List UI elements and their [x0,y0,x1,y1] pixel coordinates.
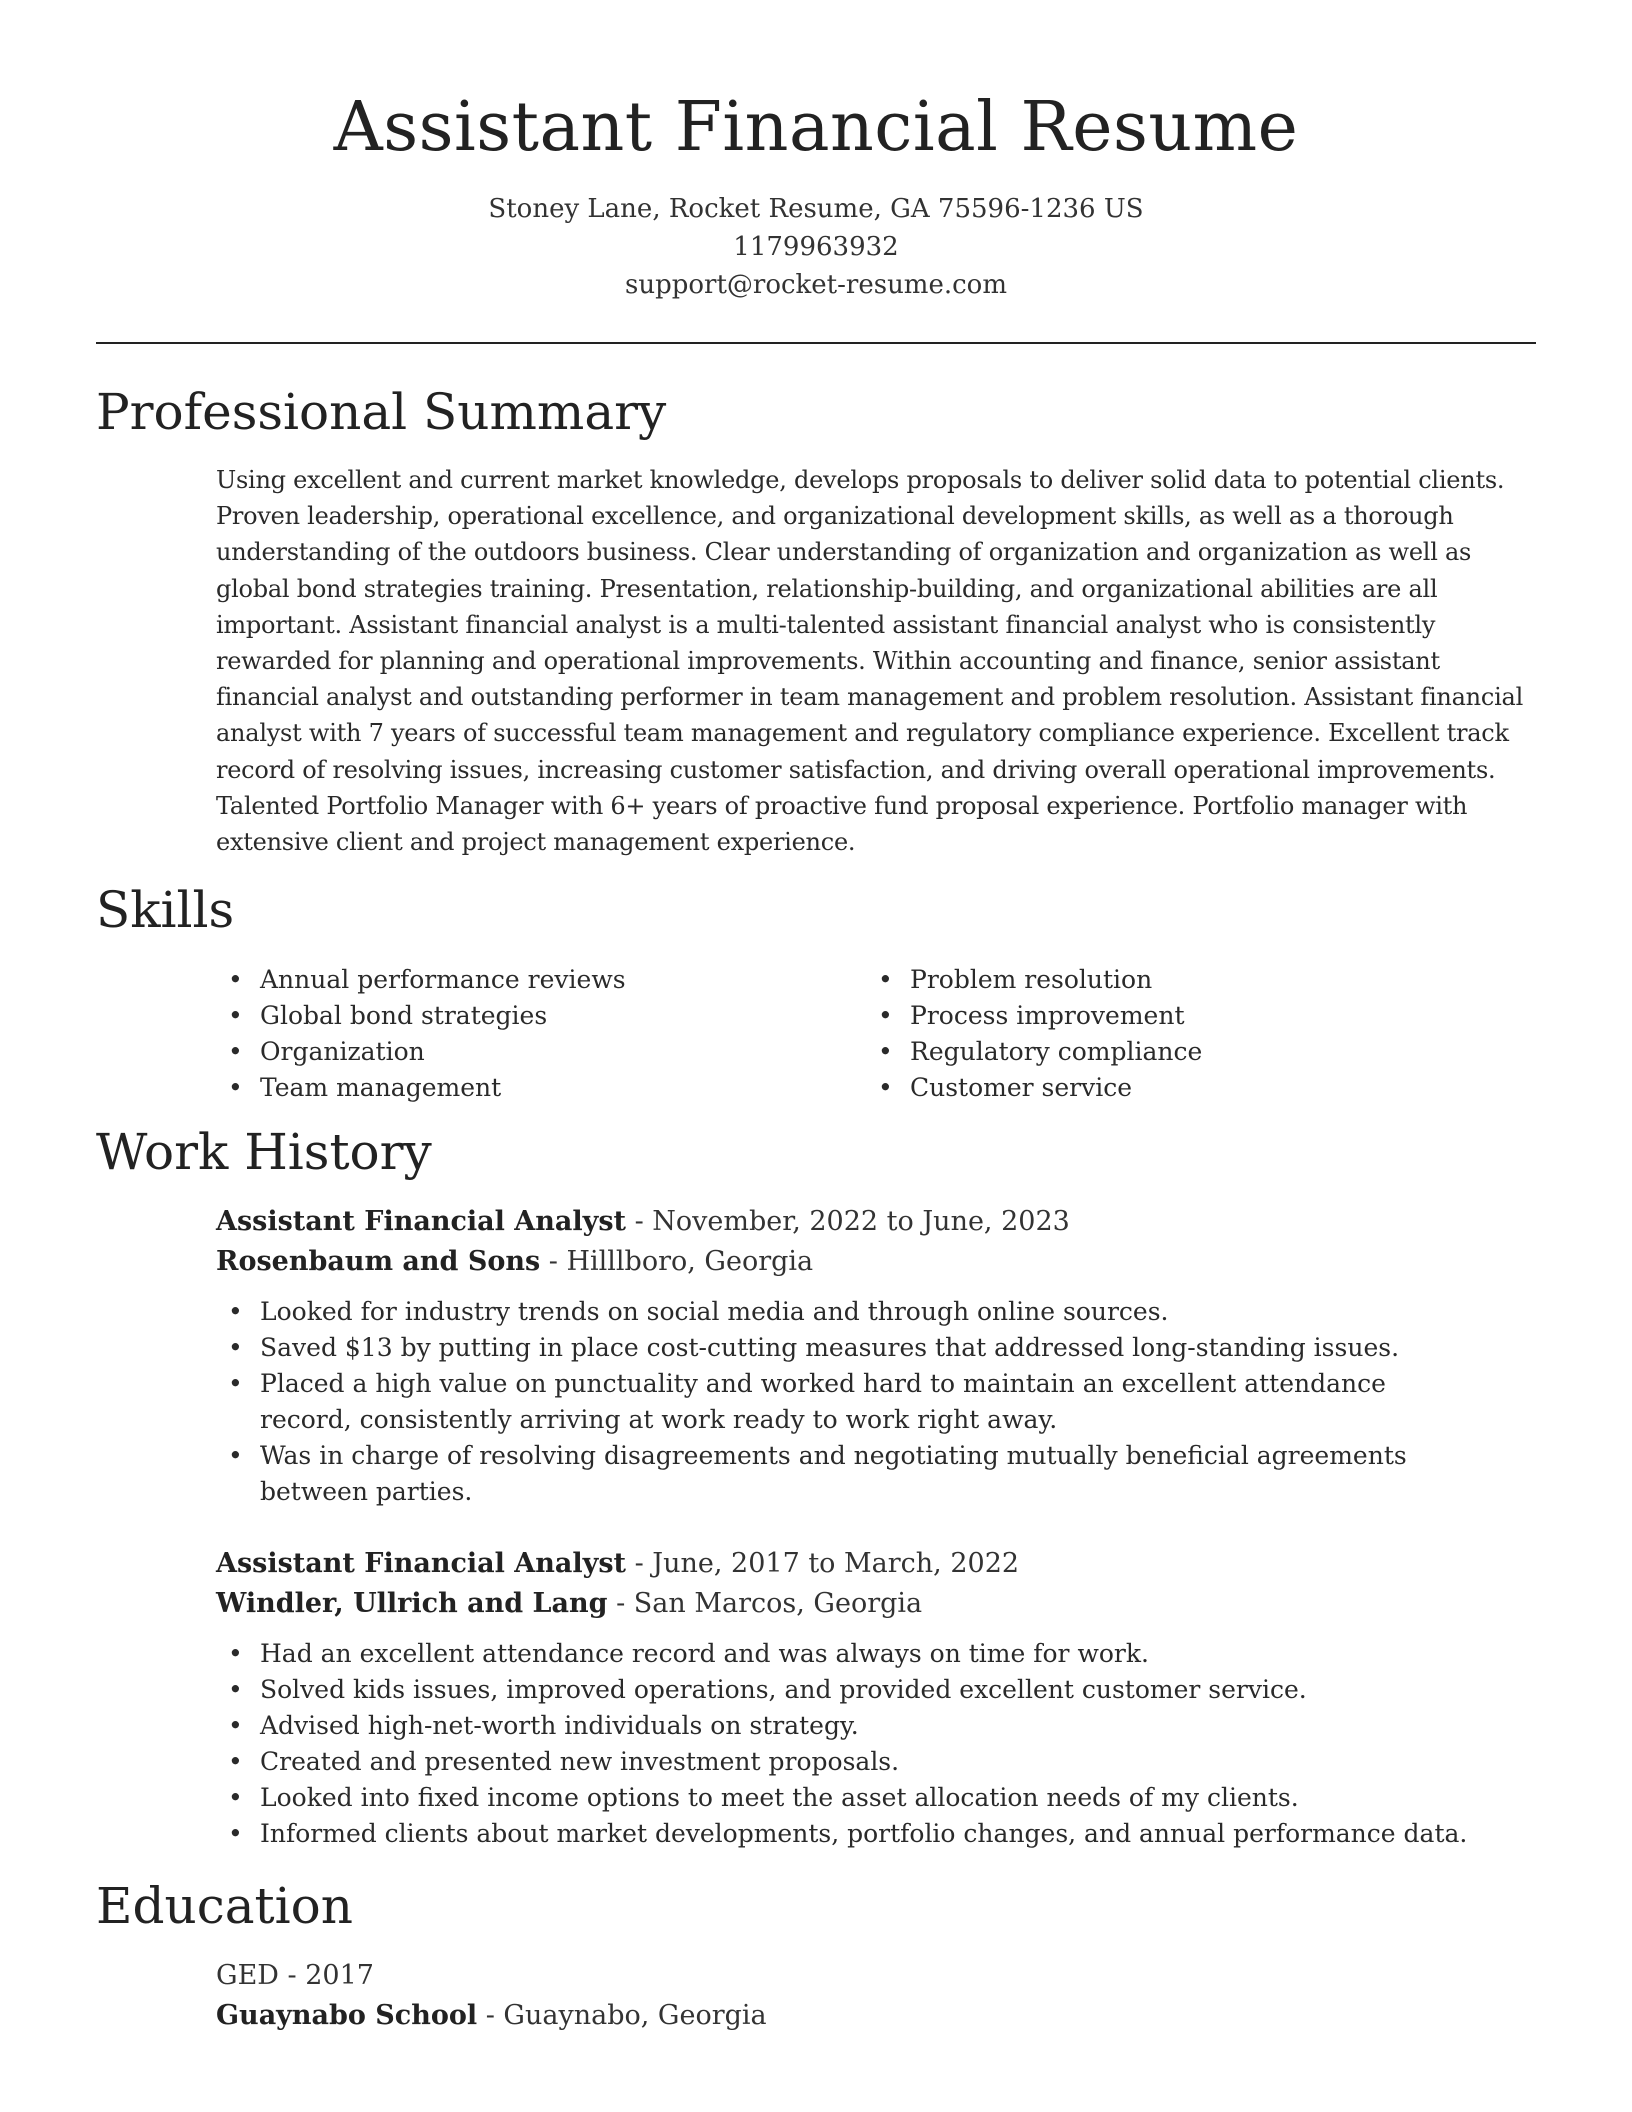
skill-item: • Team management [216,1070,866,1106]
summary-text: Using excellent and current market knowledge, develops proposals to deliver solid data to potential clients. Proven leadership, operational excellence, and organizational development skills, as well as a thorough understanding of the outdoors business. Clear understanding of organization and organization as well as global bond strategies training. Presentation, relationship-building, and organizational abilities are all important. Assistant financial analyst is a multi-talented assistant financial analyst who is consistently rewarded for planning and operational improvements. Within accounting and finance, senior assistant financial analyst and outstanding performer in team management and problem resolution. Assistant financial analyst with 7 years of successful team management and regulatory compliance experience. Excellent track record of resolving issues, increasing customer satisfaction, and driving overall operational improvements. Talented Portfolio Manager with 6+ years of proactive fund proposal experience. Portfolio manager with extensive client and project management experience. [216,466,1523,857]
skill-item: • Problem resolution [866,962,1516,998]
skills-column-left [216,962,866,1106]
job-company-line [216,1584,1536,1624]
education-year: - 2017 [278,1960,374,1991]
job-entry [216,1202,1536,1510]
skill-item: • Global bond strategies [216,998,866,1034]
education-degree: GED [216,1960,279,1991]
job-bullet: • Advised high-net-worth individuals on strategy. [216,1708,1476,1744]
work-history-heading: Work History [96,1123,432,1181]
header-divider [96,342,1536,344]
job-bullet: • Had an excellent attendance record and was always on time for work. [216,1636,1476,1672]
contact-info [0,190,1632,304]
job-role-line [216,1544,1536,1584]
job-bullet: • Saved $13 by putting in place cost-cutting measures that addressed long-standing issues. [216,1330,1476,1366]
job-location: - San Marcos, Georgia [607,1588,923,1619]
skills-list [216,962,1536,1106]
skill-item: • Process improvement [866,998,1516,1034]
job-role: Assistant Financial Analyst [216,1206,626,1237]
skills-heading: Skills [96,881,235,939]
contact-address: Stoney Lane, Rocket Resume, GA 75596-1236 US [488,194,1144,224]
summary-heading: Professional Summary [96,383,667,441]
job-bullet: • Looked for industry trends on social media and through online sources. [216,1294,1476,1330]
education-location: - Guaynabo, Georgia [477,2000,767,2031]
job-bullets [216,1294,1476,1510]
contact-email: support@rocket-resume.com [624,270,1007,300]
skills-column-right [866,962,1516,1106]
contact-phone: 1179963932 [733,232,899,262]
job-company: Rosenbaum and Sons [216,1246,541,1277]
job-company-line [216,1242,1536,1282]
resume-title: Assistant Financial Resume [333,88,1299,167]
job-bullet: • Looked into fixed income options to meet the asset allocation needs of my clients. [216,1780,1476,1816]
education-degree-line [216,1956,1536,1996]
education-heading: Education [96,1877,353,1935]
job-dates: - June, 2017 to March, 2022 [626,1548,1020,1579]
job-dates: - November, 2022 to June, 2023 [626,1206,1070,1237]
skill-item: • Customer service [866,1070,1516,1106]
job-bullet: • Created and presented new investment proposals. [216,1744,1476,1780]
job-bullet: • Was in charge of resolving disagreements and negotiating mutually beneficial agreements between parties. [216,1438,1476,1510]
job-bullet: • Placed a high value on punctuality and worked hard to maintain an excellent attendance record, consistently arriving at work ready to work right away. [216,1366,1476,1438]
education-school-line [216,1996,1536,2036]
job-bullet: • Informed clients about market developments, portfolio changes, and annual performance data. [216,1816,1476,1852]
job-location: - Hilllboro, Georgia [540,1246,814,1277]
job-bullets [216,1636,1476,1852]
education-school: Guaynabo School [216,2000,478,2031]
education-entry [216,1956,1536,2036]
skill-item: • Organization [216,1034,866,1070]
resume-header [0,0,1632,304]
job-bullet: • Solved kids issues, improved operations, and provided excellent customer service. [216,1672,1476,1708]
job-company: Windler, Ullrich and Lang [216,1588,608,1619]
job-role: Assistant Financial Analyst [216,1548,626,1579]
skill-item: • Annual performance reviews [216,962,866,998]
skill-item: • Regulatory compliance [866,1034,1516,1070]
job-entry [216,1544,1536,1852]
job-role-line [216,1202,1536,1242]
